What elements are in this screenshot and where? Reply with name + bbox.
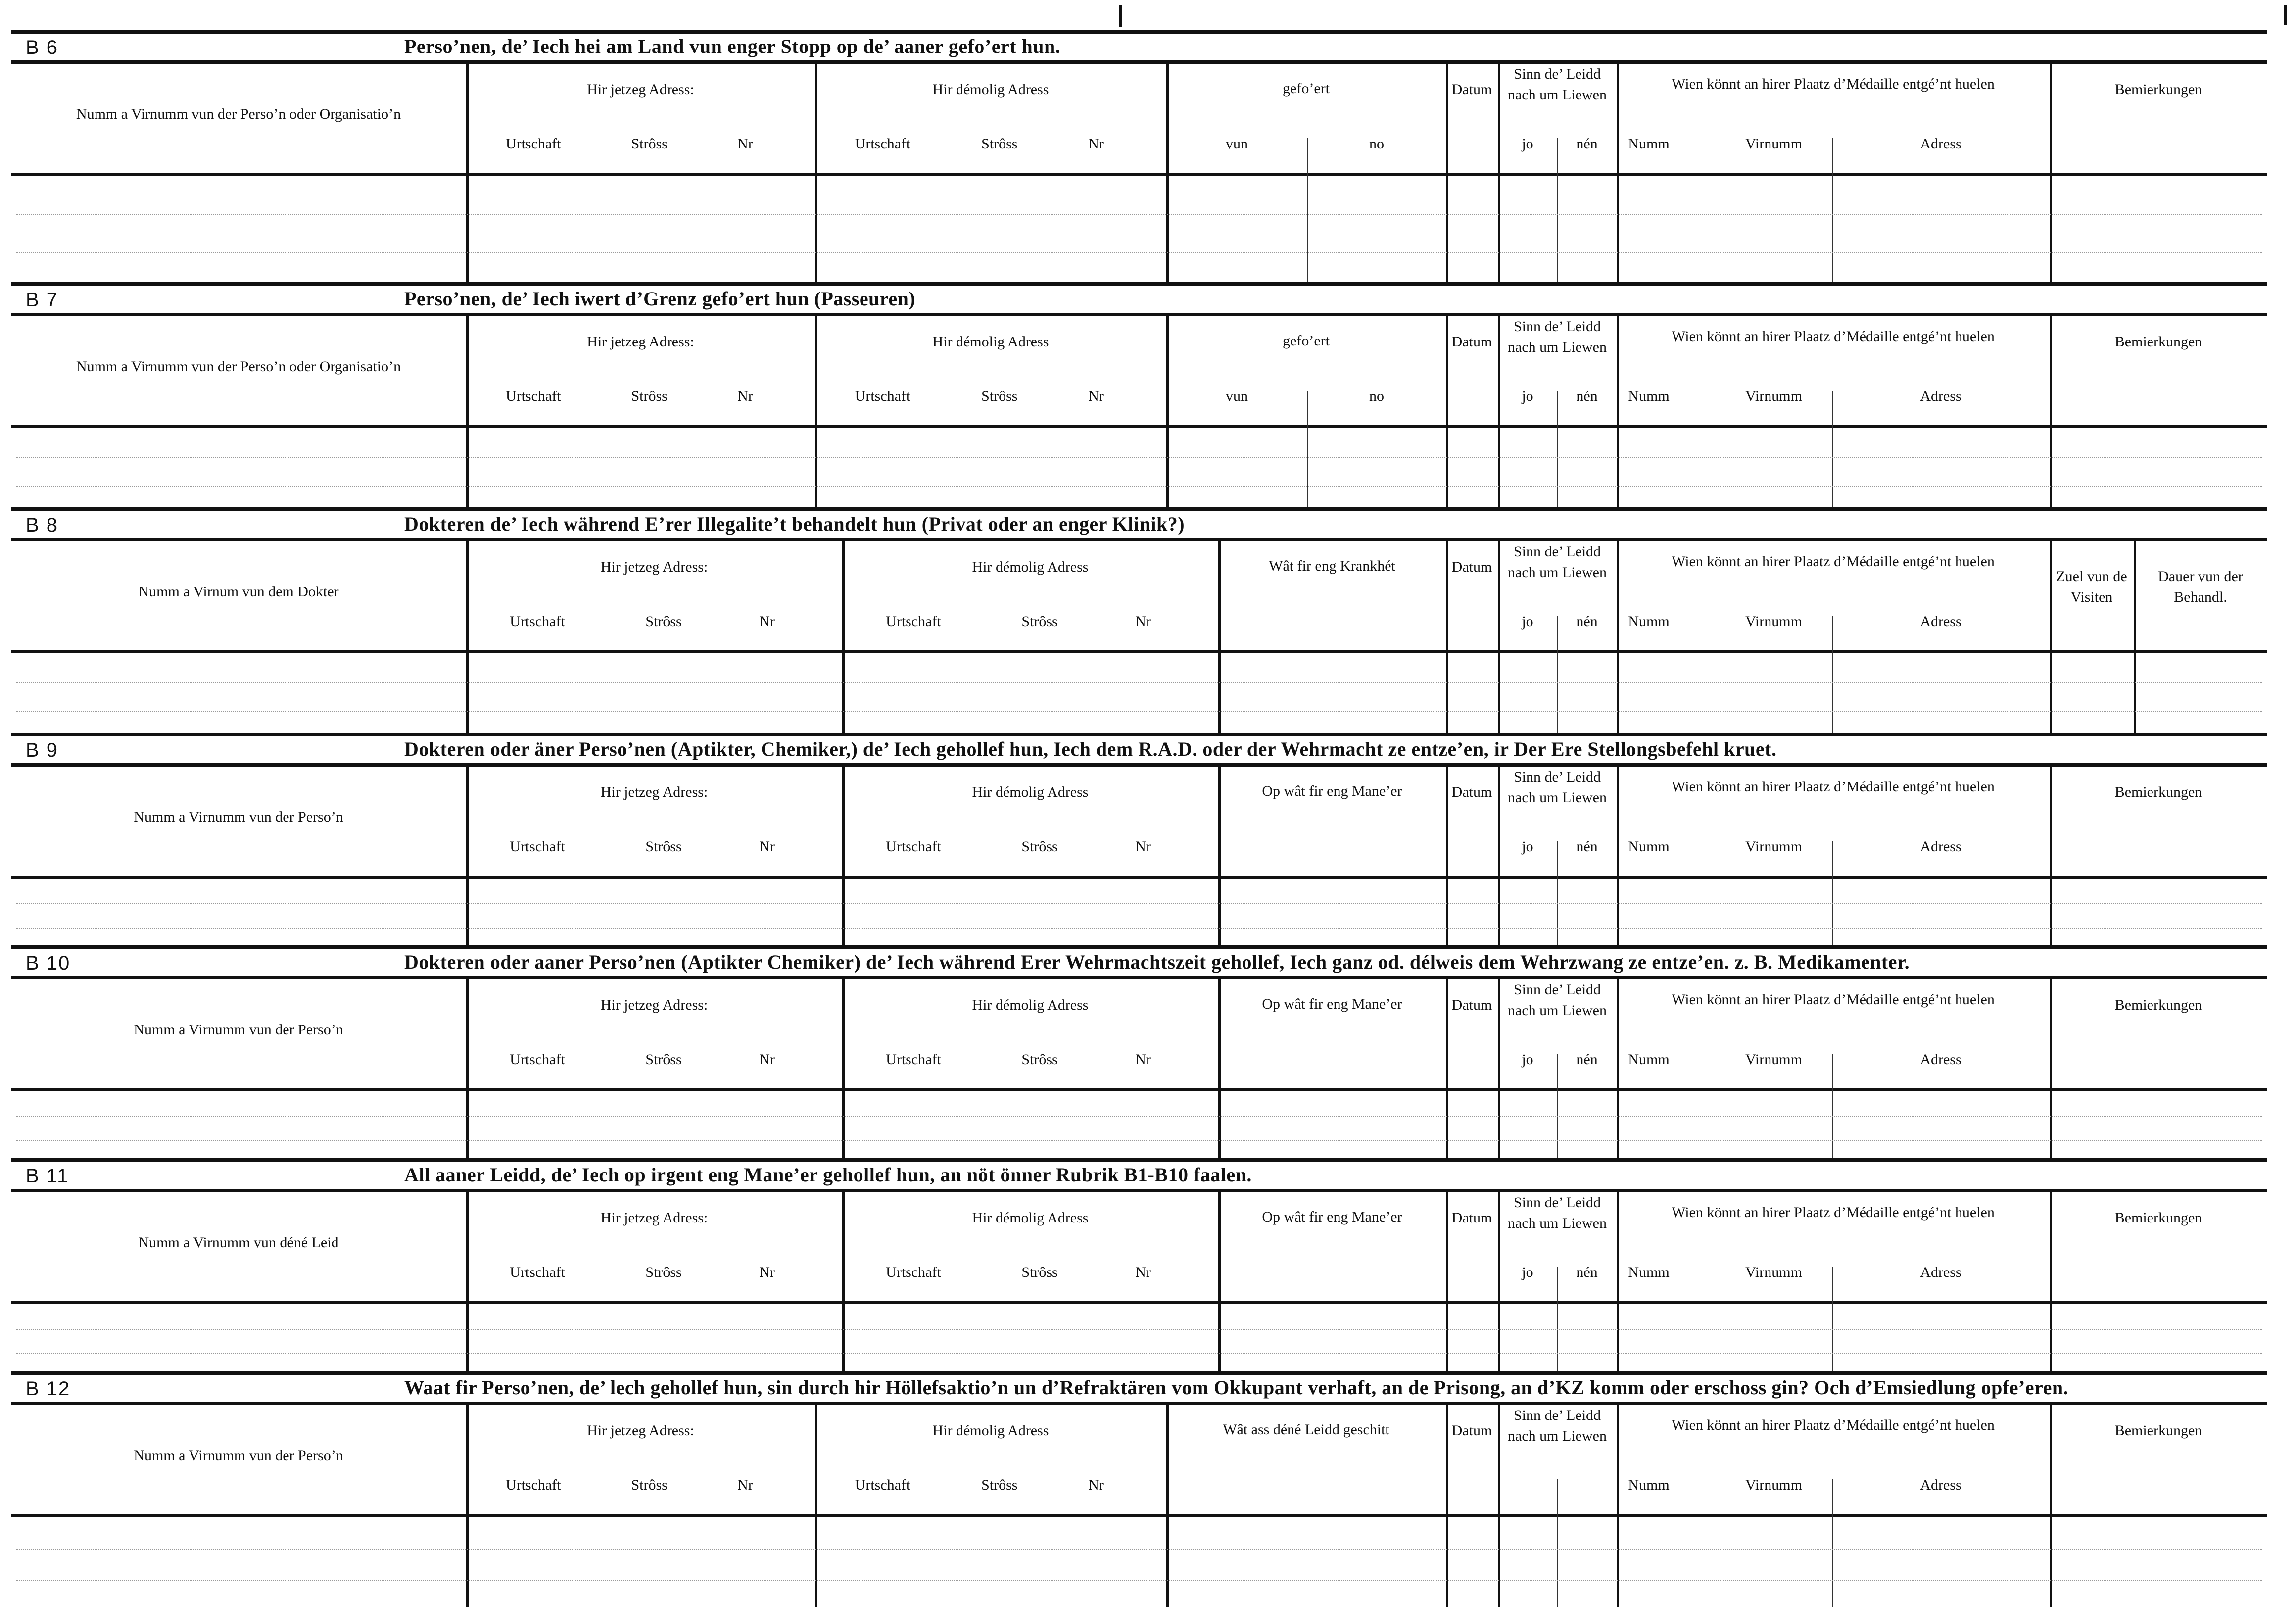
former-town-label: Urtschaft	[886, 1051, 941, 1068]
column-subdivider	[1557, 391, 1558, 511]
form-section-b8	[11, 507, 2267, 733]
current-town-label: Urtschaft	[505, 1477, 561, 1493]
column-divider	[1498, 979, 1500, 1162]
current-street-label: Strôss	[631, 388, 668, 404]
entry-line[interactable]	[16, 1580, 2262, 1581]
recipient-surname-label: Numm	[1628, 388, 1670, 404]
entry-line[interactable]	[16, 928, 2262, 929]
former-address-header: Hir démolig Adress	[972, 1210, 1089, 1226]
from-label: vun	[1226, 136, 1248, 152]
current-number-label: Nr	[759, 613, 775, 630]
section-code: B 8	[26, 514, 59, 536]
current-street-label: Strôss	[645, 1264, 682, 1280]
section-title: Waat fir Perso’nen, de’ lech gehollef hun, sin durch hir Höllefsaktio’n un d’Refraktären vom Okkupant verhaft, an de Prisong, an d’KZ komm oder erschoss gin? Och d’Emsiedlung opfe’eren.	[404, 1376, 2069, 1399]
entry-line[interactable]	[16, 1116, 2262, 1117]
alive-column-header: Sinn de’ Leidd nach um Liewen	[1508, 543, 1607, 581]
column-subdivider	[1832, 616, 1833, 736]
remarks-column-header: Bemierkungen	[2114, 1422, 2202, 1439]
duration-column-header: Dauer vun der Behandl.	[2158, 568, 2243, 605]
column-divider	[1218, 1192, 1221, 1374]
section-title: Perso’nen, de’ Iech hei am Land vun enger Stopp op de’ aaner gefo’ert hun.	[404, 35, 1061, 57]
section-title: Dokteren de’ Iech während E’rer Illegalite’t behandelt hun (Privat oder an enger Klinik?)	[404, 513, 1185, 535]
column-divider	[1498, 767, 1500, 949]
no-label: nén	[1576, 388, 1598, 404]
medal-recipient-header: Wien könnt an hirer Plaatz d’Médaille entgé’nt huelen	[1672, 779, 1995, 795]
recipient-address-label: Adress	[1920, 136, 1961, 152]
former-town-label: Urtschaft	[855, 388, 910, 404]
entry-line[interactable]	[16, 1549, 2262, 1550]
section-table	[11, 60, 2267, 286]
special-column-header: gefo’ert	[1283, 80, 1330, 97]
former-address-header: Hir démolig Adress	[972, 997, 1089, 1013]
recipient-address-label: Adress	[1920, 388, 1961, 404]
section-title: Perso’nen, de’ Iech iwert d’Grenz gefo’ert hun (Passeuren)	[404, 288, 916, 310]
alive-column-header: Sinn de’ Leidd nach um Liewen	[1508, 769, 1607, 806]
recipient-surname-label: Numm	[1628, 136, 1670, 152]
former-address-header: Hir démolig Adress	[932, 1422, 1049, 1439]
section-code: B 9	[26, 739, 59, 761]
current-address-header: Hir jetzeg Adress:	[587, 1422, 694, 1439]
header-divider	[11, 876, 2267, 879]
former-street-label: Strôss	[1021, 1051, 1058, 1068]
current-street-label: Strôss	[645, 613, 682, 630]
special-column-header: Op wât fir eng Mane’er	[1262, 783, 1402, 799]
former-number-label: Nr	[1135, 1051, 1151, 1068]
former-number-label: Nr	[1088, 388, 1104, 404]
current-town-label: Urtschaft	[505, 388, 561, 404]
name-column-header: Numm a Virnumm vun der Perso’n oder Organisatio’n	[76, 358, 401, 375]
current-town-label: Urtschaft	[510, 1051, 565, 1068]
date-column-header: Datum	[1451, 559, 1492, 575]
recipient-firstname-label: Virnumm	[1745, 1051, 1802, 1068]
former-street-label: Strôss	[981, 136, 1018, 152]
recipient-surname-label: Numm	[1628, 613, 1670, 630]
date-column-header: Datum	[1451, 1210, 1492, 1226]
current-street-label: Strôss	[631, 1477, 668, 1493]
entry-line[interactable]	[16, 682, 2262, 683]
date-column-header: Datum	[1451, 1422, 1492, 1439]
current-town-label: Urtschaft	[510, 1264, 565, 1280]
section-top-rule	[11, 1158, 2267, 1162]
current-street-label: Strôss	[631, 136, 668, 152]
section-title: Dokteren oder aaner Perso’nen (Aptikter Chemiker) de’ Iech während Erer Wehrmachtszeit gehollef, Iech ganz od. délweis dem Wehrzwang ze entze’en. z. B. Medikamenter.	[404, 951, 1910, 973]
form-section-b11	[11, 1158, 2267, 1371]
entry-line[interactable]	[16, 1353, 2262, 1354]
special-column-header: Op wât fir eng Mane’er	[1262, 996, 1402, 1012]
section-table	[11, 538, 2267, 736]
yes-label: jo	[1522, 613, 1533, 630]
alive-column-header: Sinn de’ Leidd nach um Liewen	[1508, 1194, 1607, 1231]
former-town-label: Urtschaft	[855, 1477, 910, 1493]
to-label: no	[1369, 388, 1384, 404]
header-divider	[11, 425, 2267, 428]
yes-label: jo	[1522, 1264, 1533, 1280]
section-table	[11, 976, 2267, 1162]
recipient-surname-label: Numm	[1628, 1477, 1670, 1493]
recipient-surname-label: Numm	[1628, 1264, 1670, 1280]
recipient-firstname-label: Virnumm	[1745, 136, 1802, 152]
current-address-header: Hir jetzeg Adress:	[587, 334, 694, 350]
alive-column-header: Sinn de’ Leidd nach um Liewen	[1508, 981, 1607, 1019]
entry-line[interactable]	[16, 486, 2262, 487]
current-number-label: Nr	[759, 1264, 775, 1280]
current-address-header: Hir jetzeg Adress:	[600, 784, 708, 800]
special-column-header: Op wât fir eng Mane’er	[1262, 1209, 1402, 1225]
name-column-header: Numm a Virnumm vun der Perso’n	[134, 809, 343, 825]
current-address-header: Hir jetzeg Adress:	[600, 559, 708, 575]
to-label: no	[1369, 136, 1384, 152]
column-divider	[1166, 1405, 1169, 1607]
current-address-header: Hir jetzeg Adress:	[587, 81, 694, 98]
no-label: nén	[1576, 136, 1598, 152]
section-top-rule	[11, 733, 2267, 736]
entry-line[interactable]	[16, 711, 2262, 712]
column-divider	[1617, 1405, 1619, 1607]
column-divider	[1218, 767, 1221, 949]
header-divider	[11, 1088, 2267, 1091]
former-address-header: Hir démolig Adress	[972, 559, 1089, 575]
name-column-header: Numm a Virnum vun dem Dokter	[138, 584, 339, 600]
current-number-label: Nr	[759, 838, 775, 855]
column-divider	[1617, 1192, 1619, 1374]
date-column-header: Datum	[1451, 997, 1492, 1013]
column-divider	[1617, 979, 1619, 1162]
column-subdivider	[1307, 138, 1308, 286]
special-column-header: gefo’ert	[1283, 333, 1330, 349]
date-column-header: Datum	[1451, 784, 1492, 800]
section-top-rule	[11, 1371, 2267, 1375]
date-column-header: Datum	[1451, 334, 1492, 350]
former-address-header: Hir démolig Adress	[932, 334, 1049, 350]
column-divider	[1218, 541, 1221, 736]
recipient-firstname-label: Virnumm	[1745, 838, 1802, 855]
remarks-column-header: Bemierkungen	[2114, 81, 2202, 98]
recipient-firstname-label: Virnumm	[1745, 1264, 1802, 1280]
former-street-label: Strôss	[1021, 613, 1058, 630]
medal-recipient-header: Wien könnt an hirer Plaatz d’Médaille entgé’nt huelen	[1672, 328, 1995, 344]
former-town-label: Urtschaft	[886, 613, 941, 630]
remarks-column-header: Bemierkungen	[2114, 784, 2202, 800]
yes-label: jo	[1522, 136, 1533, 152]
section-table	[11, 1402, 2267, 1607]
section-top-rule	[11, 507, 2267, 511]
column-divider	[1498, 541, 1500, 736]
section-top-rule	[11, 282, 2267, 286]
recipient-surname-label: Numm	[1628, 838, 1670, 855]
former-street-label: Strôss	[981, 388, 1018, 404]
section-table	[11, 1189, 2267, 1374]
form-section-b12	[11, 1371, 2267, 1604]
former-address-header: Hir démolig Adress	[972, 784, 1089, 800]
name-column-header: Numm a Virnumm vun der Perso’n oder Organisatio’n	[76, 106, 401, 122]
current-number-label: Nr	[737, 1477, 753, 1493]
name-column-header: Numm a Virnumm vun déné Leid	[138, 1234, 339, 1251]
alive-column-header: Sinn de’ Leidd nach um Liewen	[1508, 66, 1607, 103]
column-divider	[1218, 979, 1221, 1162]
column-subdivider	[1557, 616, 1558, 736]
section-top-rule	[11, 945, 2267, 949]
former-number-label: Nr	[1135, 838, 1151, 855]
current-address-header: Hir jetzeg Adress:	[600, 997, 708, 1013]
current-street-label: Strôss	[645, 1051, 682, 1068]
medal-recipient-header: Wien könnt an hirer Plaatz d’Médaille entgé’nt huelen	[1672, 991, 1995, 1008]
medal-recipient-header: Wien könnt an hirer Plaatz d’Médaille entgé’nt huelen	[1672, 553, 1995, 570]
current-address-header: Hir jetzeg Adress:	[600, 1210, 708, 1226]
medal-recipient-header: Wien könnt an hirer Plaatz d’Médaille entgé’nt huelen	[1672, 1204, 1995, 1221]
former-number-label: Nr	[1088, 136, 1104, 152]
alive-column-header: Sinn de’ Leidd nach um Liewen	[1508, 318, 1607, 355]
column-subdivider	[1557, 138, 1558, 286]
top-edge-mark	[1119, 5, 1122, 27]
column-subdivider	[1832, 1479, 1833, 1607]
column-subdivider	[1832, 391, 1833, 511]
right-edge-mark	[2284, 5, 2287, 25]
section-table	[11, 763, 2267, 949]
entry-line[interactable]	[16, 903, 2262, 904]
current-town-label: Urtschaft	[505, 136, 561, 152]
current-town-label: Urtschaft	[510, 613, 565, 630]
former-number-label: Nr	[1088, 1477, 1104, 1493]
entry-line[interactable]	[16, 1329, 2262, 1330]
column-divider	[1498, 1405, 1500, 1607]
entry-line[interactable]	[16, 252, 2262, 253]
section-code: B 10	[26, 952, 71, 974]
current-street-label: Strôss	[645, 838, 682, 855]
form-section-b7	[11, 282, 2267, 507]
yes-label: jo	[1522, 388, 1533, 404]
section-title: Dokteren oder äner Perso’nen (Aptikter, Chemiker,) de’ Iech gehollef hun, Iech dem R.A.D. oder der Wehrmacht ze entze’en, ir Der Ere Stellongsbefehl kruet.	[404, 738, 1777, 760]
medal-recipient-header: Wien könnt an hirer Plaatz d’Médaille entgé’nt huelen	[1672, 76, 1995, 92]
section-table	[11, 313, 2267, 511]
section-title: All aaner Leidd, de’ Iech op irgent eng Mane’er gehollef hun, an nöt önner Rubrik B1-B10 faalen.	[404, 1164, 1252, 1186]
special-column-header: Wât fir eng Krankhét	[1269, 558, 1395, 574]
recipient-address-label: Adress	[1920, 1264, 1961, 1280]
former-town-label: Urtschaft	[855, 136, 910, 152]
former-street-label: Strôss	[981, 1477, 1018, 1493]
section-code: B 12	[26, 1378, 71, 1400]
no-label: nén	[1576, 1051, 1598, 1068]
former-number-label: Nr	[1135, 613, 1151, 630]
former-street-label: Strôss	[1021, 838, 1058, 855]
header-divider	[11, 173, 2267, 176]
entry-line[interactable]	[16, 214, 2262, 215]
former-town-label: Urtschaft	[886, 838, 941, 855]
recipient-surname-label: Numm	[1628, 1051, 1670, 1068]
special-column-header: Wât ass déné Leidd geschitt	[1223, 1421, 1389, 1438]
column-subdivider	[1557, 1479, 1558, 1607]
recipient-address-label: Adress	[1920, 1477, 1961, 1493]
column-divider	[1617, 316, 1619, 511]
column-divider	[1166, 316, 1169, 511]
column-divider	[1498, 316, 1500, 511]
column-divider	[1498, 1192, 1500, 1374]
header-divider	[11, 1301, 2267, 1304]
current-number-label: Nr	[737, 388, 753, 404]
name-column-header: Numm a Virnumm vun der Perso’n	[134, 1022, 343, 1038]
form-section-b9	[11, 733, 2267, 945]
alive-column-header: Sinn de’ Leidd nach um Liewen	[1508, 1407, 1607, 1444]
current-number-label: Nr	[737, 136, 753, 152]
form-section-b6	[11, 30, 2267, 282]
section-code: B 6	[26, 37, 59, 58]
entry-line[interactable]	[16, 457, 2262, 458]
remarks-column-header: Bemierkungen	[2114, 997, 2202, 1013]
column-subdivider	[1307, 391, 1308, 511]
yes-label: jo	[1522, 838, 1533, 855]
current-town-label: Urtschaft	[510, 838, 565, 855]
column-divider	[1617, 541, 1619, 736]
column-subdivider	[1832, 138, 1833, 286]
column-divider	[1617, 767, 1619, 949]
from-label: vun	[1226, 388, 1248, 404]
former-town-label: Urtschaft	[886, 1264, 941, 1280]
remarks-column-header: Bemierkungen	[2114, 1210, 2202, 1226]
recipient-address-label: Adress	[1920, 838, 1961, 855]
recipient-firstname-label: Virnumm	[1745, 1477, 1802, 1493]
visits-column-header: Zuel vun de Visiten	[2056, 568, 2127, 605]
current-number-label: Nr	[759, 1051, 775, 1068]
section-code: B 11	[26, 1165, 69, 1187]
section-top-rule	[11, 30, 2267, 34]
date-column-header: Datum	[1451, 81, 1492, 98]
recipient-firstname-label: Virnumm	[1745, 613, 1802, 630]
section-code: B 7	[26, 289, 59, 311]
recipient-firstname-label: Virnumm	[1745, 388, 1802, 404]
no-label: nén	[1576, 1264, 1598, 1280]
medal-recipient-header: Wien könnt an hirer Plaatz d’Médaille entgé’nt huelen	[1672, 1417, 1995, 1433]
header-divider	[11, 1514, 2267, 1517]
former-number-label: Nr	[1135, 1264, 1151, 1280]
recipient-address-label: Adress	[1920, 1051, 1961, 1068]
header-divider	[11, 650, 2267, 653]
no-label: nén	[1576, 838, 1598, 855]
yes-label: jo	[1522, 1051, 1533, 1068]
no-label: nén	[1576, 613, 1598, 630]
name-column-header: Numm a Virnumm vun der Perso’n	[134, 1447, 343, 1464]
remarks-column-header: Bemierkungen	[2114, 334, 2202, 350]
entry-line[interactable]	[16, 1140, 2262, 1141]
former-street-label: Strôss	[1021, 1264, 1058, 1280]
former-address-header: Hir démolig Adress	[932, 81, 1049, 98]
recipient-address-label: Adress	[1920, 613, 1961, 630]
form-section-b10	[11, 945, 2267, 1158]
